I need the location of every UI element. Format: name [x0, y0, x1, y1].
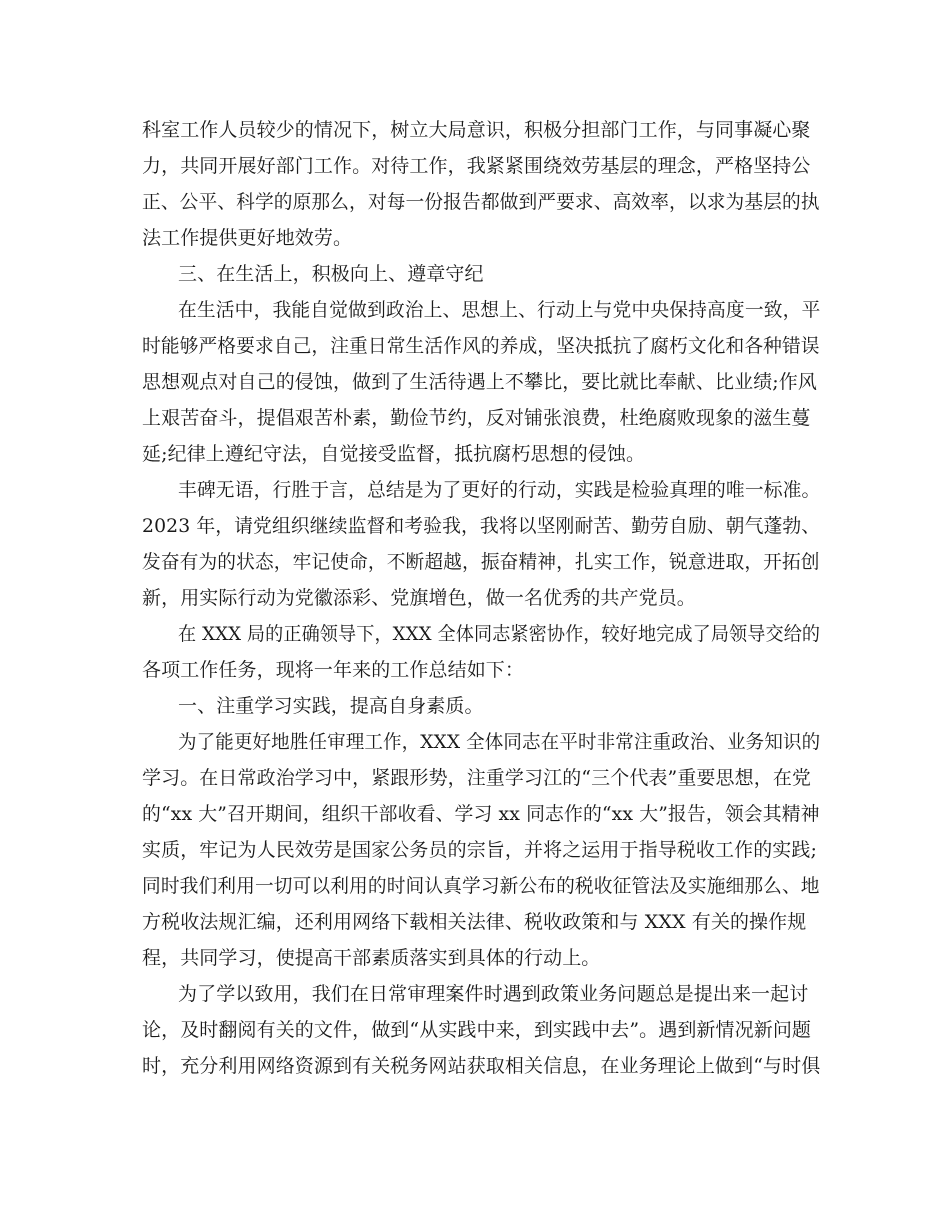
- paragraph-line: 正、公平、科学的原那么，对每一份报告都做到严要求、高效率，以求为基层的执: [142, 191, 820, 213]
- paragraph-line: 时，充分利用网络资源到有关税务网站获取相关信息，在业务理论上做到“与时俱: [142, 1055, 821, 1077]
- paragraph-line: 同时我们利用一切可以利用的时间认真学习新公布的税收征管法及实施细那么、地: [142, 875, 820, 897]
- paragraph-line: 科室工作人员较少的情况下，树立大局意识，积极分担部门工作，与同事凝心聚: [142, 119, 811, 141]
- paragraph-line: 时能够严格要求自己，注重日常生活作风的养成，坚决抵抗了腐朽文化和各种错误: [142, 335, 820, 357]
- paragraph-line: 方税收法规汇编，还利用网络下载相关法律、税收政策和与 XXX 有关的操作规: [142, 911, 807, 933]
- paragraph-line: 各项工作任务，现将一年来的工作总结如下：: [142, 659, 525, 681]
- paragraph-line: 法工作提供更好地效劳。: [142, 227, 353, 249]
- paragraph-line: 2023 年，请党组织继续监督和考验我，我将以坚刚耐苦、勤劳自励、朝气蓬勃、: [142, 515, 821, 537]
- paragraph-line: 为了学以致用，我们在日常审理案件时遇到政策业务问题总是提出来一起讨: [178, 983, 809, 1005]
- paragraph-line: 学习。在日常政治学习中，紧跟形势，注重学习江的“三个代表”重要思想，在党: [142, 767, 812, 789]
- section-heading: 三、在生活上，积极向上、遵章守纪: [178, 263, 484, 285]
- paragraph-line: 程，共同学习，使提高干部素质落实到具体的行动上。: [142, 947, 601, 969]
- paragraph-line: 在生活中，我能自觉做到政治上、思想上、行动上与党中央保持高度一致，平: [178, 299, 821, 321]
- paragraph-line: 为了能更好地胜任审理工作，XXX 全体同志在平时非常注重政治、业务知识的: [178, 731, 821, 753]
- section-heading: 一、注重学习实践，提高自身素质。: [178, 695, 484, 717]
- paragraph-line: 实质，牢记为人民效劳是国家公务员的宗旨，并将之运用于指导税收工作的实践;: [142, 839, 818, 861]
- paragraph-line: 丰碑无语，行胜于言，总结是为了更好的行动，实践是检验真理的唯一标准。: [178, 479, 821, 501]
- paragraph-line: 发奋有为的状态，牢记使命，不断超越，振奋精神，扎实工作，锐意进取，开拓创: [142, 551, 820, 573]
- paragraph-line: 思想观点对自己的侵蚀，做到了生活待遇上不攀比，要比就比奉献、比业绩;作风: [142, 371, 818, 393]
- paragraph-line: 新，用实际行动为党徽添彩、党旗增色，做一名优秀的共产党员。: [142, 587, 696, 609]
- paragraph-line: 力，共同开展好部门工作。对待工作，我紧紧围绕效劳基层的理念，严格坚持公: [142, 155, 811, 177]
- paragraph-line: 的“xx 大”召开期间，组织干部收看、学习 xx 同志作的“xx 大”报告，领会其精神: [142, 803, 820, 825]
- paragraph-line: 在 XXX 局的正确领导下，XXX 全体同志紧密协作，较好地完成了局领导交给的: [178, 623, 821, 645]
- paragraph-line: 上艰苦奋斗，提倡艰苦朴素，勤俭节约，反对铺张浪费，杜绝腐败现象的滋生蔓: [142, 407, 811, 429]
- paragraph-line: 论，及时翻阅有关的文件，做到“从实践中来，到实践中去”。遇到新情况新问题: [142, 1019, 812, 1041]
- paragraph-line: 延;纪律上遵纪守法，自觉接受监督，抵抗腐朽思想的侵蚀。: [142, 443, 646, 465]
